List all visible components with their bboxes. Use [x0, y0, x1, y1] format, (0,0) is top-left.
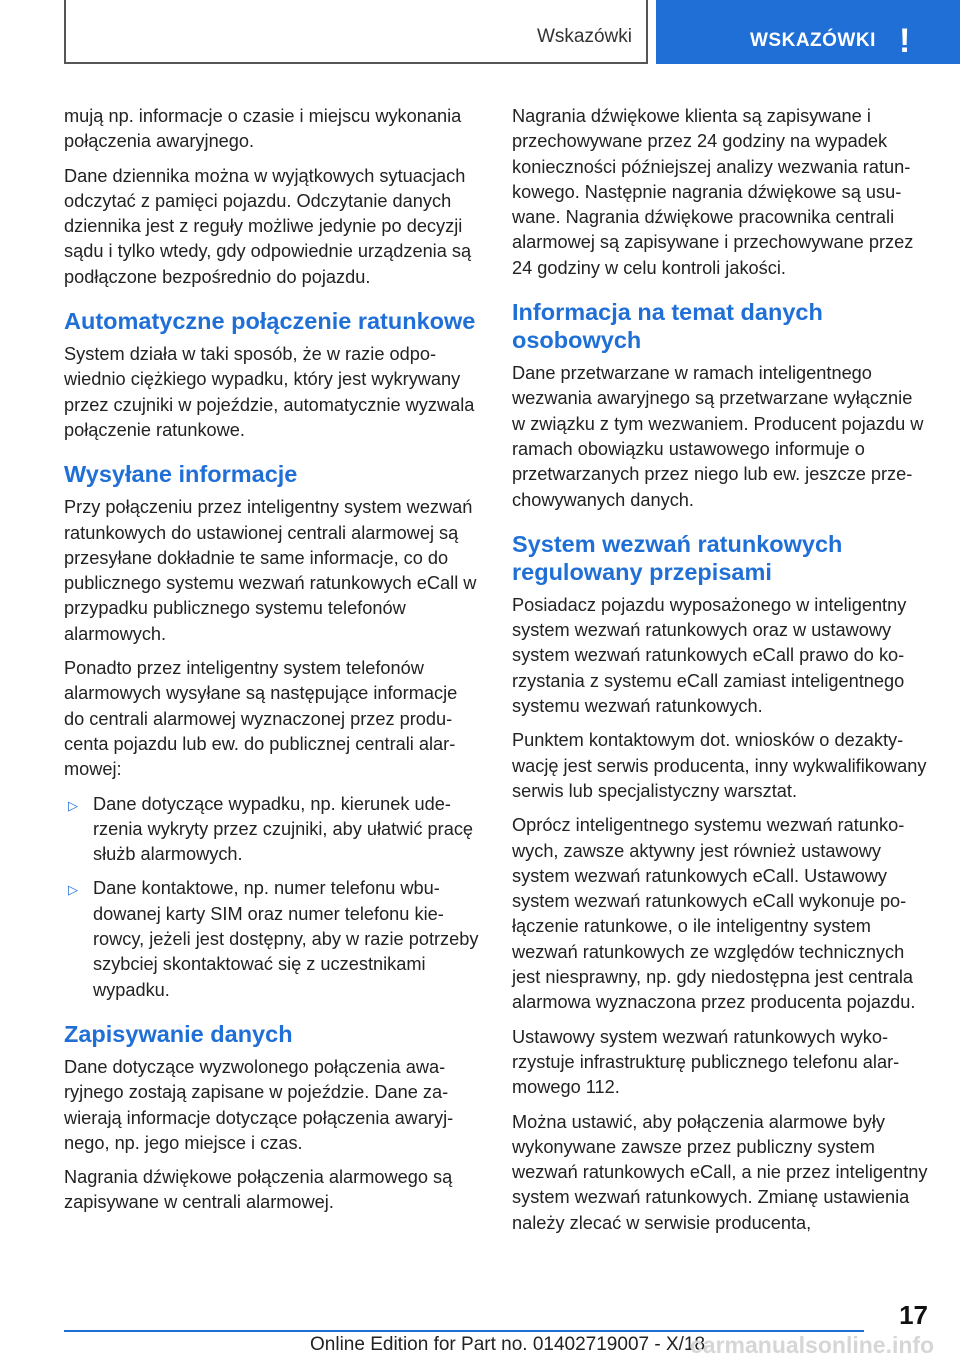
paragraph: Przy połączeniu przez inteligentny system wezwań ratunkowych do ustawionej centrali alarmowej są przesyłane dokładnie te same informacje, co do publicznego systemu wezwań ratunkowych eCall w przypadku publicznego systemu telefonów alarmowych. [64, 497, 477, 644]
paragraph: System działa w taki sposób, że w razie odpowiednio ciężkiego wypadku, który jest wykrywany przez czujniki w pojeździe, automatycznie wyzwala połączenie ratunkowe. [64, 344, 475, 440]
header-section-label: Wskazówki [536, 26, 632, 47]
paragraph: Ustawowy system wezwań ratunkowych wykorzystuje infrastrukturę publicznego telefonu alarmowego 112. [512, 1026, 900, 1098]
triangle-bullet-icon: ▷ [68, 882, 78, 898]
header-section-box [64, 0, 648, 64]
heading-personal-data: Informacja na temat danych osobowych [512, 299, 823, 354]
paragraph: mują np. informacje o czasie i miejscu wykonania połączenia awaryjnego. [64, 106, 462, 152]
header-chapter-tab [656, 0, 960, 64]
paragraph: Oprócz inteligentnego systemu wezwań ratunkowych, zawsze aktywny jest również ustawowy system wezwań ratunkowych eCall. Ustawowy system wezwań ratunkowych eCall wykonuje połączenie ratunkowe, o ile inteligentny system wezwań ratunkowych ze względów technicznych jest niesprawny, np. gdy niedostępna jest centrala alarmowa wyznaczona przez producenta pojazdu. [512, 815, 916, 1013]
paragraph: Można ustawić, aby połączenia alarmowe były wykonywane zawsze przez publiczny system wezwań ratunkowych eCall, a nie przez inteligentny system wezwań ratunkowych. Zmianę ustawienia należy zlecać w serwisie producenta, [512, 1111, 928, 1233]
heading-sent-information: Wysyłane informacje [64, 461, 298, 488]
heading-regulated-emergency-system: System wezwań ratunkowych regulowany przepisami [512, 530, 843, 585]
left-column [64, 104, 482, 1225]
bullet-list [64, 792, 482, 1003]
paragraph: Posiadacz pojazdu wyposażonego w inteligentny system wezwań ratunkowych oraz w ustawowy system wezwań ratunkowych eCall prawo do korzystania z systemu eCall zamiast inteligentnego systemu wezwań ratunkowych. [512, 594, 907, 717]
paragraph: Dane dziennika można w wyjątkowych sytuacjach odczytać z pamięci pojazdu. Odczytanie danych dziennika jest z reguły możliwe jedynie po decyzji sądu i tylko wtedy, gdy odpowiednie urządzenia są podłączone bezpośrednio do pojazdu. [64, 165, 472, 287]
paragraph: Punktem kontaktowym dot. wniosków o dezaktywację jest serwis producenta, inny wykwalifikowany serwis lub specjalistyczny warsztat. [512, 730, 927, 801]
paragraph: Nagrania dźwiękowe klienta są zapisywane i przechowywane przez 24 godziny na wypadek konieczności późniejszej analizy wezwania ratunkowego. Następnie nagrania dźwiękowe są usuwane. Nagrania dźwiękowe pracownika centrali alarmowej są zapisywane i przechowywane przez 24 godziny w celu kontroli jakości. [512, 106, 914, 278]
paragraph: Nagrania dźwiękowe połączenia alarmowego są zapisywane w centrali alarmowej. [64, 1167, 453, 1213]
right-column [512, 104, 930, 1245]
list-item [64, 876, 482, 1002]
list-item-text: Dane kontaktowe, np. numer telefonu wbudowanej karty SIM oraz numer telefonu kierowcy, jeżeli jest dostępny, aby w razie potrzeby szybciej skontaktować się z uczestnikami wypadku. [93, 878, 479, 1000]
page-number: 17 [899, 1300, 928, 1330]
paragraph: Dane przetwarzane w ramach inteligentnego wezwania awaryjnego są przetwarzane wyłącznie w związku z tym wezwaniem. Producent pojazdu w ramach obowiązku ustawowego informuje o przetwarzanych przez niego lub ew. jeszcze przechowywanych danych. [512, 363, 924, 510]
footer-edition: Online Edition for Part no. 01402719007 - X/18 [310, 1334, 706, 1355]
header-chapter-label: WSKAZÓWKI [750, 30, 876, 51]
list-item [64, 792, 482, 868]
triangle-bullet-icon: ▷ [68, 797, 78, 813]
list-item-text: Dane dotyczące wypadku, np. kierunek uderzenia wykryty przez czujniki, aby ułatwić pracę służb alarmowych. [93, 793, 474, 865]
heading-automatic-emergency-call: Automatyczne połączenie ratunkowe [64, 308, 476, 335]
exclamation-icon: ! [899, 22, 911, 60]
watermark-logo: carmanualsonline.info [690, 1332, 935, 1358]
paragraph: Ponadto przez inteligentny system telefonów alarmowych wysyłane są następujące informacje do centrali alarmowej wyznaczonej przez producenta pojazdu lub ew. do publicznej centrali alarmowej: [64, 658, 458, 780]
paragraph: Dane dotyczące wyzwolonego połączenia awaryjnego zostają zapisane w pojeździe. Dane zawierają informacje dotyczące połączenia awaryjnego, np. jego miejsce i czas. [64, 1056, 454, 1153]
heading-data-storage: Zapisywanie danych [64, 1020, 293, 1047]
